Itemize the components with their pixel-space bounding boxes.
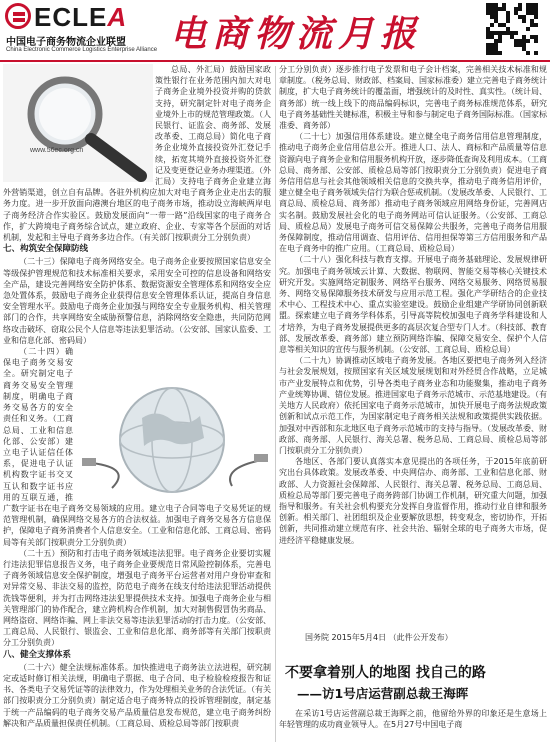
qr-module bbox=[498, 39, 502, 43]
qr-module bbox=[506, 19, 510, 23]
header-rule bbox=[0, 60, 550, 62]
section-7-title: 七、构筑安全保障防线 bbox=[3, 244, 89, 255]
image-wrap-space bbox=[3, 64, 155, 182]
org-name-cn: 中国电子商务物流企业联盟 bbox=[6, 37, 126, 48]
qr-code-icon bbox=[486, 3, 538, 55]
newspaper-title: 电商物流月报 bbox=[170, 13, 423, 55]
site-url: www.56ec.org.cn bbox=[30, 147, 84, 154]
paragraph-27: （二十七）加强信用体系建设。建立健全电子商务信用信息管理制度，推动电子商务企业信用信息公开。推进人口、法人、商标和产品质量等信息资源向电子商务企业和信用服务机构开放，逐步降低查询及利用成本。（工商总局、商务部、公安部、质检总局等部门按职责分工分别负责）促进电子商务信用信息与社会其他领域相关信息的交换共享，推动电子商务信用评价，建立健全电子商务领域失信行为联合惩戒机制。（发展改革委、人民银行、工商总局、质检总局、商务部）推动电子商务领域应用网络身份证，完善网店实名制。鼓励发展社会化的电子商务网站可信认证服务。（公安部、工商总局、质检总局）发展电子商务可信交易保障公共服务，完善电子商务信用服务保障制度，推动信用调查、信用评估、信用担保等第三方信用服务和产品在电子商务中的推广应用。（工商总局、质检总局） bbox=[279, 132, 547, 254]
qr-module bbox=[522, 19, 526, 23]
globe-wrap-space bbox=[73, 346, 271, 498]
paragraph-23: （二十三）保障电子商务网络安全。电子商务企业要按照国家信息安全等级保护管理规范和技术标准相关要求，采用安全可控的信息设备和网络安全产品，建设完善网络安全防护体系、数据资源安全管理体系和网络安全应急处置体系，鼓励电子商务企业获得信息安全管理体系认证，提高自身信息安全管理水平。鼓励电子商务企业加强与网络安全专业服务机构、相关管理部门的合作，共享网络安全威胁预警信息，消除网络安全隐患，共同防范网络攻击破坏、窃取公民个人信息等违法犯罪活动。（公安部、国家认监委、工业和信息化部、密码局） bbox=[3, 257, 271, 345]
org-name-en: China Electronic Commerce Logistics Enterprise Alliance bbox=[6, 47, 158, 53]
ecle-logo-text: ECLEA bbox=[34, 2, 128, 32]
masthead-header bbox=[0, 0, 550, 60]
qr-module bbox=[498, 51, 502, 55]
qr-module bbox=[490, 23, 494, 27]
paragraph-policy-intro: 总局、外汇局）鼓励国家政策性银行在业务范围内加大对电子商务企业境外投资并购的贷款支持，研究制定针对电子商务企业境外上市的规范管理政策。（人民银行、证监会、商务部、发展改革委、工商总局）简化电子商务企业境外直接投资外汇登记手续，拓宽其境外直接投资外汇登记及变更登记业务办理渠道。（外汇局）支持电子商务企业建立海外营销渠道，创立自有品牌。各驻外机构应加大对电子商务企业走出去的服务力度。进一步开放面向港澳台地区的电子商务市场，推动设立海峡两岸电子商务经济合作实验区。鼓励发展面向“一带一路”沿线国家的电子商务合作，扩大跨境电子商务综合试点，建立政府、企业、专家等各个层面的对话机制，发起和主导电子商务多边合作。（有关部门按职责分工分别负责） bbox=[3, 65, 271, 243]
qr-module bbox=[534, 51, 538, 55]
ecle-logo-icon bbox=[5, 3, 31, 29]
article-headline: 不要拿着别人的地图 找自己的路 bbox=[285, 665, 486, 681]
qr-module bbox=[526, 27, 530, 31]
article-subheadline: ——访1号店运营副总裁王海晖 bbox=[297, 686, 469, 701]
section-8-title: 八、健全支撑体系 bbox=[3, 649, 72, 660]
qr-module bbox=[526, 39, 530, 43]
left-column bbox=[3, 64, 271, 744]
paragraph-28: （二十八）强化科技与教育支撑。开展电子商务基础理论、发展规律研究。加强电子商务领域云计算、大数据、物联网、智能交易等核心关键技术研究开发。实施网络定制服务、网络平台服务、网络交易服务、网络贸易服务、网络交易保障服务技术研发与应用示范工程。强化产学研结合的企业技术中心、工程技术中心、重点实验室建设。鼓励企业组建产学研协同创新联盟。探索建立电子商务学科体系，引导高等院校加强电子商务学科建设和人才培养，为电子商务发展提供更多的高层次复合型专门人才。（科技部、教育部、发展改革委、商务部）建立预防网络诈骗、保障交易安全、保护个人信息等相关知识的宣传与服务机制。（公安部、工商总局、质检总局） bbox=[279, 255, 547, 355]
qr-module bbox=[534, 39, 538, 43]
right-column bbox=[279, 64, 547, 638]
qr-module bbox=[534, 15, 538, 19]
paragraph-29: （二十九）协调推动区域电子商务发展。各地区要把电子商务列入经济与社会发展规划，按照国家有关区域发展规划和对外经贸合作战略，立足城市产业发展特点和优势，引导各类电子商务业态和功能聚集，推动电子商务产业统筹协调、错位发展。推进国家电子商务示范城市、示范基地建设。（有关地方人民政府）依托国家电子商务示范城市，加快开展电子商务法规政策创新和试点示范工作，为国家制定电子商务相关法规和政策提供实践依据。加强对中西部和东北地区电子商务示范城市的支持与指导。（发展改革委、财政部、商务部、人民银行、海关总署、税务总局、工商总局、质检总局等部门按职责分工分别负责） bbox=[279, 356, 547, 455]
paragraph-24: （二十四）确保电子商务交易安全。研究制定电子商务交易安全管理制度，明确电子商务交易各方的安全责任和义务。（工商总局、工业和信息化部、公安部）建立电子认证信任体系，促进电子认证机构数字证书交叉互认和数字证书应用的互联互通，推广数字证书在电子商务交易领域的应用。建立电子合同等电子交易凭证的规范管理机制，确保网络交易各方的合法权益。加强电子商务交易各方信息保护，保障电子商务消费者个人信息安全。（工业和信息化部、工商总局、密码局等有关部门按职责分工分别负责） bbox=[3, 347, 271, 547]
paragraph-26-continued: 分工分别负责）逐步推行电子发票和电子会计档案，完善相关技术标准和规章制度。（税务总局、财政部、档案局、国家标准委）建立完善电子商务统计制度，扩大电子商务统计的覆盖面，增强统计的及时性、真实性。（统计局、商务部）统一线上线下的商品编码标识，完善电子商务标准规范体系，研究电子商务基础性关键标准，积极主导和参与制定电子商务国际标准。（国家标准委、商务部） bbox=[279, 65, 547, 131]
paragraph-25: （二十五）预防和打击电子商务领域违法犯罪。电子商务企业要切实履行违法犯罪信息报告义务，电子商务企业要规范日常风险控制体系，完善电子商务领域信息安全保护制度，增强电子商务平台运营者对用户身份审查和对异常交易、非法交易的监控，防范电子商务在线支付给违法犯罪活动提供洗钱等便利，并为打击网络违法犯罪提供技术支持。加强电子商务企业与相关管理部门的协作配合，建立跨机构合作机制，加大对制售假冒伪劣商品、网络盗窃、网络诈骗、网上非法交易等违法犯罪活动的打击力度。（公安部、工商总局、人民银行、银监会、工业和信息化部、商务部等有关部门按职责分工分别负责） bbox=[3, 548, 271, 648]
paragraph-closing: 各地区、各部门要认真落实本意见提出的各项任务，于2015年底前研究出台具体政策。发展改革委、中央网信办、商务部、工业和信息化部、财政部、人力资源社会保障部、人民银行、海关总署、税务总局、工商总局、质检总局等部门要完善电子商务跨部门协调工作机制，研究重大问题，加强指导和服务。有关社会机构要充分发挥自身监督作用，推动行业自律和服务创新。相关部门、社团组织及企业要解放思想，转变观念，密切协作，开拓创新，共同推动建立规范有序、社会共治、辐射全球的电子商务大市场，促进经济平稳健康发展。 bbox=[279, 457, 547, 545]
qr-module bbox=[514, 31, 518, 35]
signature-line: 国务院 2015年5月4日 （此件公开发布） bbox=[305, 633, 453, 642]
qr-module bbox=[534, 23, 538, 27]
qr-module bbox=[518, 7, 522, 11]
article-lead: 在采访1号店运营副总裁王海晖之前，他留给外界的印象还是生意场上年轻管理的成功商业领导人。在5月27号中国电子商 bbox=[279, 709, 547, 729]
qr-module bbox=[526, 51, 530, 55]
paragraph-26: （二十六）健全法规标准体系。加快推进电子商务法立法进程，研究制定或适时修订相关法规，明确电子票据、电子合同、电子检验检疫报告和证书、各类电子交易凭证等的法律效力，作为处理相关业务的合法凭证。（有关部门按职责分工分别负责）制定适合电子商务特点的投诉管理制度，制定基于统一产品编码的电子商务交易产品质量信息发布规范，建立电子商务纠纷解决和产品质量担保责任机制。（工商总局、质检总局等部门按职责 bbox=[3, 662, 271, 728]
column-divider bbox=[275, 66, 276, 742]
